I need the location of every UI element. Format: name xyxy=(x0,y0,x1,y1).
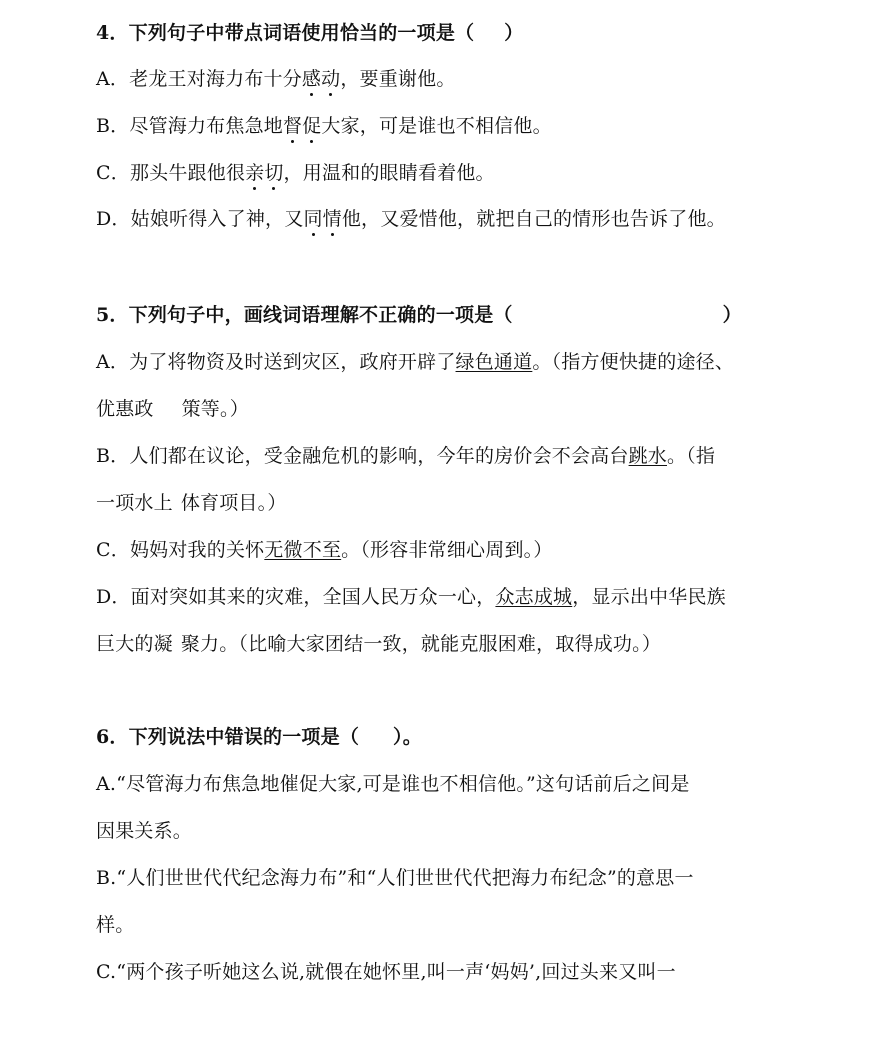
option-text: ，显示出中华民族 xyxy=(572,586,726,608)
option-text: B．人们都在议论，受金融危机的影响，今年的房价会不会高台 xyxy=(96,445,629,467)
question-6-option-b-cont xyxy=(96,912,134,938)
option-text: 策等。） xyxy=(181,398,249,420)
dotted-char: 督 xyxy=(282,115,303,137)
option-text: A．为了将物资及时送到灾区，政府开辟了 xyxy=(96,351,456,373)
option-text: 因果关系。 xyxy=(96,820,193,842)
option-text: C.“两个孩子听她这么说,就偎在她怀里,叫一声‘妈妈’,回过头来又叫一 xyxy=(96,961,676,983)
question-5-title-close: ） xyxy=(722,304,742,326)
option-text: 他，又爱惜他，就把自己的情形也告诉了他。 xyxy=(341,208,726,230)
question-5-title xyxy=(96,302,742,328)
underlined-term: 无微不至 xyxy=(264,539,342,561)
option-text: A.“尽管海力布焦急地催促大家,可是谁也不相信他。”这句话前后之间是 xyxy=(96,773,690,795)
underlined-term: 绿色通道 xyxy=(455,351,533,373)
question-4-option-a xyxy=(96,66,456,92)
dotted-char: 亲 xyxy=(245,162,265,184)
underlined-term: 跳水 xyxy=(628,445,667,467)
dotted-char: 情 xyxy=(322,208,342,230)
question-6-title xyxy=(96,724,422,750)
option-text: B.“人们世世代代纪念海力布”和“人们世世代代把海力布纪念”的意思一 xyxy=(96,867,694,889)
underlined-term: 众志成城 xyxy=(495,586,573,608)
option-text: C．那头牛跟他很 xyxy=(96,162,246,184)
dotted-char: 同 xyxy=(303,208,323,230)
option-text: 。（形容非常细心周到。） xyxy=(341,539,553,561)
question-6-option-c xyxy=(96,959,676,985)
dotted-char: 感 xyxy=(301,68,322,90)
option-text: 聚力。（比喻大家团结一致，就能克服困难，取得成功。） xyxy=(180,633,662,655)
dotted-char: 切 xyxy=(264,162,284,184)
question-5-option-d-cont xyxy=(96,631,661,657)
option-text: 优惠政 xyxy=(96,398,154,420)
question-5-option-b-cont xyxy=(96,490,287,516)
option-text: C．妈妈对我的关怀 xyxy=(96,539,265,561)
option-text: 一项水上 xyxy=(96,492,173,514)
question-5-option-b xyxy=(96,443,715,469)
question-4-option-d xyxy=(96,206,726,232)
option-text: A．老龙王对海力布十分 xyxy=(96,68,302,90)
question-5-option-a-cont xyxy=(96,396,249,422)
option-text: D．姑娘听得入了神，又 xyxy=(96,208,304,230)
question-5-option-c xyxy=(96,537,553,563)
option-text: 巨大的凝 xyxy=(96,633,173,655)
question-6-title-close: ）。 xyxy=(393,726,422,748)
question-4-option-b xyxy=(96,113,552,139)
option-text: 。（指方便快捷的途径、 xyxy=(532,351,735,373)
dotted-char: 促 xyxy=(302,115,322,137)
question-5-option-a xyxy=(96,349,734,375)
question-4-option-c xyxy=(96,160,495,186)
question-4-title xyxy=(96,20,523,46)
option-text: 体育项目。） xyxy=(180,492,287,514)
question-6-title-text: 6．下列说法中错误的一项是（ xyxy=(96,726,360,748)
option-text: D．面对突如其来的灾难，全国人民万众一心， xyxy=(96,586,496,608)
question-5-option-d xyxy=(96,584,726,610)
question-6-option-a-cont xyxy=(96,818,192,844)
dotted-char: 动 xyxy=(321,68,341,90)
option-text: ，要重谢他。 xyxy=(340,68,456,90)
option-text: 。（指 xyxy=(666,445,716,467)
option-text: ，用温和的眼睛看着他。 xyxy=(283,162,495,184)
option-text: B．尽管海力布焦急地 xyxy=(96,115,283,137)
question-6-option-b xyxy=(96,865,694,891)
question-4-title-close: ） xyxy=(504,22,524,44)
question-4-title-text: 4．下列句子中带点词语使用恰当的一项是（ xyxy=(96,22,475,44)
question-5-title-text: 5．下列句子中，画线词语理解不正确的一项是（ xyxy=(96,304,513,326)
option-text: 大家，可是谁也不相信他。 xyxy=(321,115,552,137)
option-text: 样。 xyxy=(96,914,135,936)
question-6-option-a xyxy=(96,771,690,797)
